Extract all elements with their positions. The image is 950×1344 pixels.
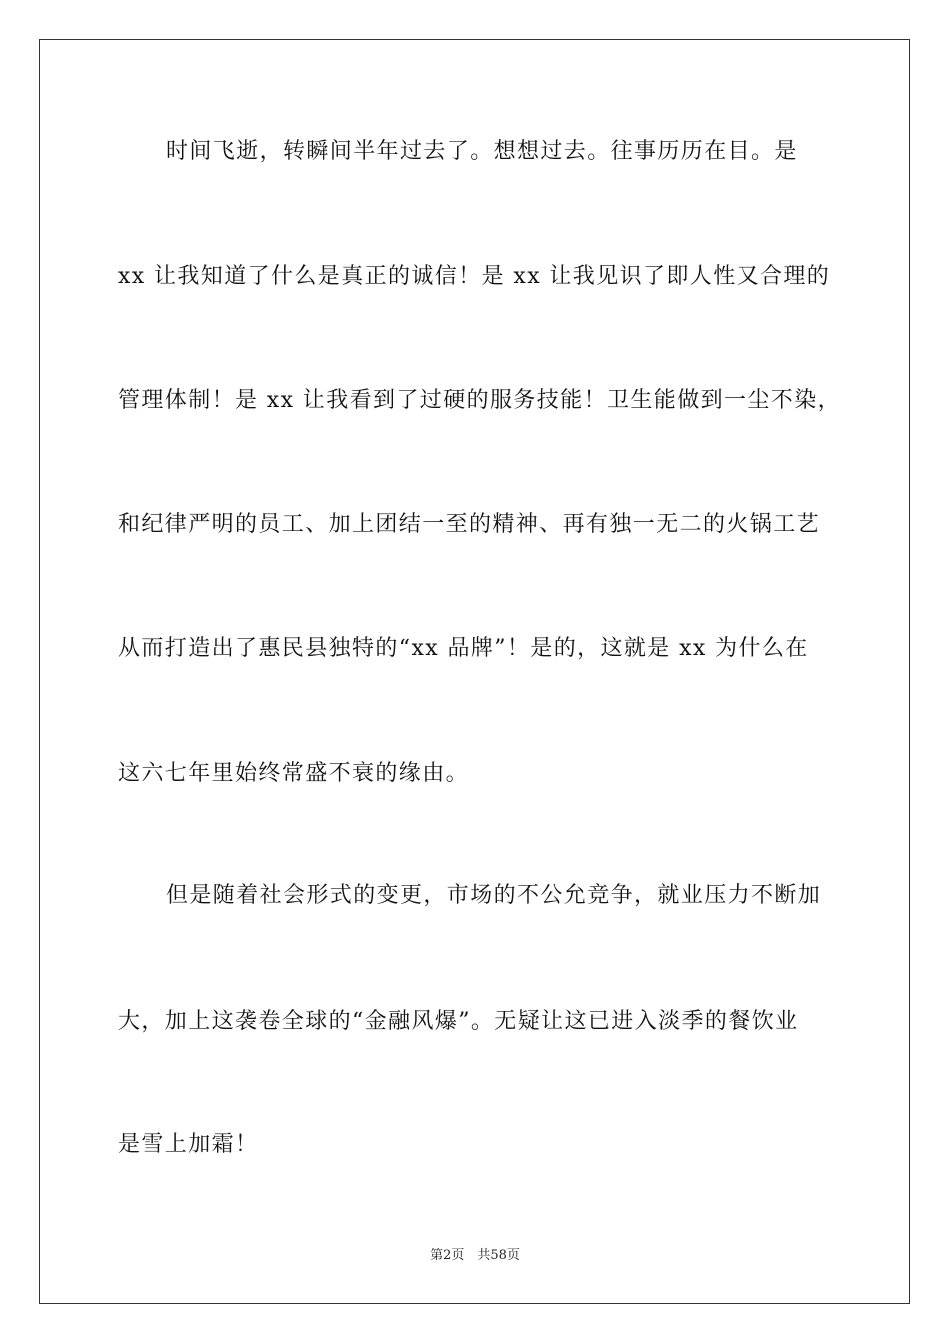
paragraph-2-line-1: 但是随着社会形式的变更，市场的不公允竞争，就业压力不断加 — [166, 883, 822, 908]
paragraph-1-line-4: 和纪律严明的员工、加上团结一至的精神、再有独一无二的火锅工艺 — [118, 512, 821, 537]
page-number: 第2页 共58页 — [430, 1248, 520, 1263]
paragraph-1-line-6: 这六七年里始终常盛不衰的缘由。 — [118, 761, 470, 786]
paragraph-1-line-3: 管理体制！是 xx 让我看到了过硬的服务技能！卫生能做到一尘不染， — [118, 388, 842, 413]
paragraph-1-line-1: 时间飞逝，转瞬间半年过去了。想想过去。往事历历在目。是 — [166, 139, 798, 164]
page-border — [39, 39, 910, 1304]
paragraph-2-line-2: 大，加上这袭卷全球的“金融风爆”。无疑让这已进入淡季的餐饮业 — [118, 1009, 799, 1034]
paragraph-1-line-5: 从而打造出了惠民县独特的“xx 品牌”！是的，这就是 xx 为什么在 — [118, 636, 809, 661]
paragraph-2-line-3: 是雪上加霜！ — [118, 1132, 259, 1157]
paragraph-1-line-2: xx 让我知道了什么是真正的诚信！是 xx 让我见识了即人性又合理的 — [118, 264, 831, 289]
